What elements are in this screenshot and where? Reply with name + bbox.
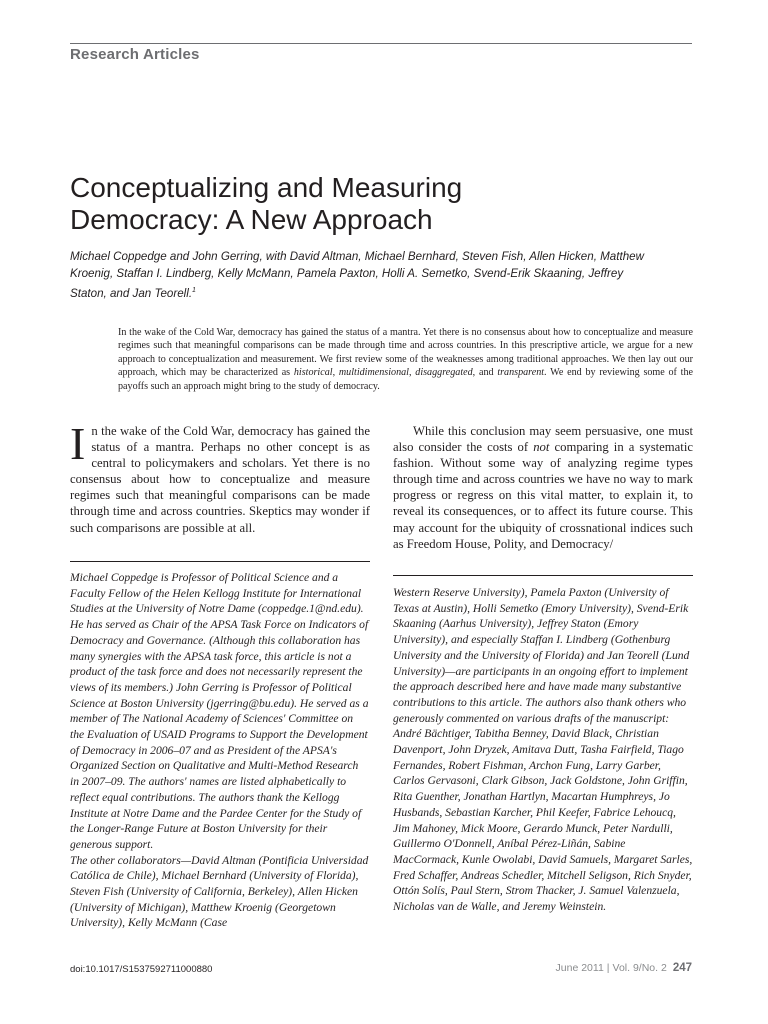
- abstract-part-1: In the wake of the Cold War, democracy has gained the status of a mantra. Yet there is no consensus about how to conceptualize and measure regimes such that meaningful comparisons can be made through time and across countries. In this prescriptive article, we argue for a new approach to conceptualization and measurement. We first review some of the weaknesses among traditional approaches. We then lay out our approach, which may be characterized as: [118, 327, 693, 379]
- abstract-part-2: . We end by reviewing some of the payoffs such an approach might bring to the study of democracy.: [118, 367, 694, 392]
- title-line-2: Democracy: A New Approach: [70, 204, 433, 235]
- body-paragraph-2: [393, 423, 693, 552]
- footnote-column-left: [70, 570, 370, 931]
- footer-separator: |: [606, 962, 610, 974]
- abstract-keyword-disaggregated: disaggregated: [415, 367, 473, 379]
- abstract: In the wake of the Cold War, democracy has gained the status of a mantra. Yet there is no consensus about how to conceptualize and measure regimes such that meaningful comparisons can be made through time and across countries. In this prescriptive article, we argue for a new approach to conceptualization and measurement. We first review some of the weaknesses among traditional approaches. We then lay out our approach, which may be characterized as historical, multidimensional, disaggregated, and transparent. We end by reviewing some of the payoffs such an approach might bring to the study of democracy.: [118, 327, 694, 392]
- body-column-left: [70, 418, 370, 536]
- drop-cap: I: [70, 418, 86, 469]
- body-column-right: [393, 423, 693, 552]
- page-number: 247: [672, 962, 692, 974]
- section-label: Research Articles: [70, 46, 200, 63]
- abstract-keyword-transparent: transparent: [497, 367, 545, 379]
- abstract-keyword-multidimensional: multidimensional: [338, 367, 409, 379]
- abstract-keyword-historical: historical: [293, 367, 333, 379]
- footnote-rule-left: [70, 561, 370, 562]
- body-paragraph-2-text-a: While this conclusion may seem persuasive, one must also consider the costs of: [393, 424, 693, 455]
- footer-issue-info: [556, 962, 692, 974]
- body-paragraph-1-text: n the wake of the Cold War, democracy has gained the status of a mantra. Perhaps no other concept is as central to policymakers and scholars. Yet there is no consensus about how to conceptualize and measure regimes such that meaningful comparisons can be made through time and across countries. Skeptics may wonder if such comparisons are possible at all.: [70, 424, 370, 535]
- footnote-author-bios: Michael Coppedge is Professor of Political Science and a Faculty Fellow of the Helen Kellogg Institute for International Studies at the University of Notre Dame (coppedge.1@nd.edu). He has served as Chair of the APSA Task Force on Indicators of Democracy and Governance. (Although this collaboration has many synergies with the APSA task force, this article is not a product of the task force and does not necessarily represent the views of its members.) John Gerring is Professor of Political Science at Boston University (jgerring@bu.edu). He served as a member of The National Academy of Sciences' Committee on the Evaluation of USAID Programs to Support the Development of Democracy in 2006–07 and as President of the APSA's Organized Section on Qualitative and Multi-Method Research in 2007–09. The authors' names are listed alphabetically to reflect equal contributions. The authors thank the Kellogg Institute at Notre Dame and the Pardee Center for the Study of the Longer-Range Future at Boston University for their generous support.: [70, 571, 369, 851]
- article-title: [70, 172, 670, 236]
- body-paragraph-1: [70, 418, 370, 536]
- authors-footnote-mark: 1: [192, 287, 196, 294]
- footnote-acknowledgments: Western Reserve University), Pamela Paxton (University of Texas at Austin), Holli Semetko (Emory University), Svend-Erik Skaaning (Aarhus University), Jeffrey Staton (Emory University), and especially Staffan I. Lindberg (Gothenburg University and the University of Florida) and Jan Teorell (Lund University)—are participants in an ongoing effort to implement the approach described here and have made many substantive contributions to this article. The authors also thank others who generously commented on various drafts of the manuscript: André Bächtiger, Tabitha Benney, David Black, Christian Davenport, John Dryzek, Amitava Dutt, Tasha Fairfield, Tiago Fernandes, Robert Fishman, Archon Fung, Larry Garber, Carlos Gervasoni, Clark Gibson, Jack Goldstone, John Griffin, Rita Guenther, Jonathan Hartlyn, Macartan Humphreys, Jo Husbands, Sebastian Karcher, Phil Keefer, Fabrice Lehoucq, Jim Mahoney, Mick Moore, Gerardo Munck, Peter Nardulli, Guillermo O'Donnell, Aníbal Pérez-Liñán, Sabine MacCormack, Kunle Owolabi, David Samuels, Margaret Sarles, Fred Schaffer, Andreas Schedler, Mitchell Seligson, Rich Snyder, Ottón Solís, Paul Stern, Strom Thacker, J. Samuel Valenzuela, Nicholas van de Walle, and Jeremy Weinstein.: [393, 586, 693, 914]
- body-paragraph-2-text-b: comparing in a systematic fashion. Without some way of analyzing regime types through time and across countries we have no way to mark progress or regress on this vital matter, to explain it, to reveal its consequences, or to affect its future course. This may account for the ubiquity of crossnational indices such as Freedom House, Polity, and Democracy/: [393, 440, 693, 551]
- authors-text: Michael Coppedge and John Gerring, with David Altman, Michael Bernhard, Steven Fish, Allen Hicken, Matthew Kroenig, Staffan I. Lindberg, Kelly McMann, Pamela Paxton, Holli A. Semetko, Svend-Erik Skaaning, Jeffrey Staton, and Jan Teorell.: [70, 250, 644, 300]
- footer-date: June 2011: [555, 962, 604, 974]
- title-line-1: Conceptualizing and Measuring: [70, 172, 463, 203]
- author-list: [70, 248, 650, 302]
- footnote-collaborators: The other collaborators—David Altman (Pontificia Universidad Católica de Chile), Michael Bernhard (University of Florida), Steven Fish (University of California, Berkeley), Allen Hicken (University of Michigan), Matthew Kroenig (Georgetown University), Kelly McMann (Case: [70, 853, 369, 930]
- footnote-column-right: [393, 585, 693, 915]
- footer-volume: Vol. 9/No. 2: [612, 962, 667, 974]
- body-paragraph-2-emphasis: not: [533, 440, 550, 455]
- abstract-and: and: [478, 367, 494, 379]
- footnote-rule-right: [393, 575, 693, 576]
- top-rule: [70, 43, 692, 44]
- footer-doi: doi:10.1017/S1537592711000880: [70, 964, 213, 975]
